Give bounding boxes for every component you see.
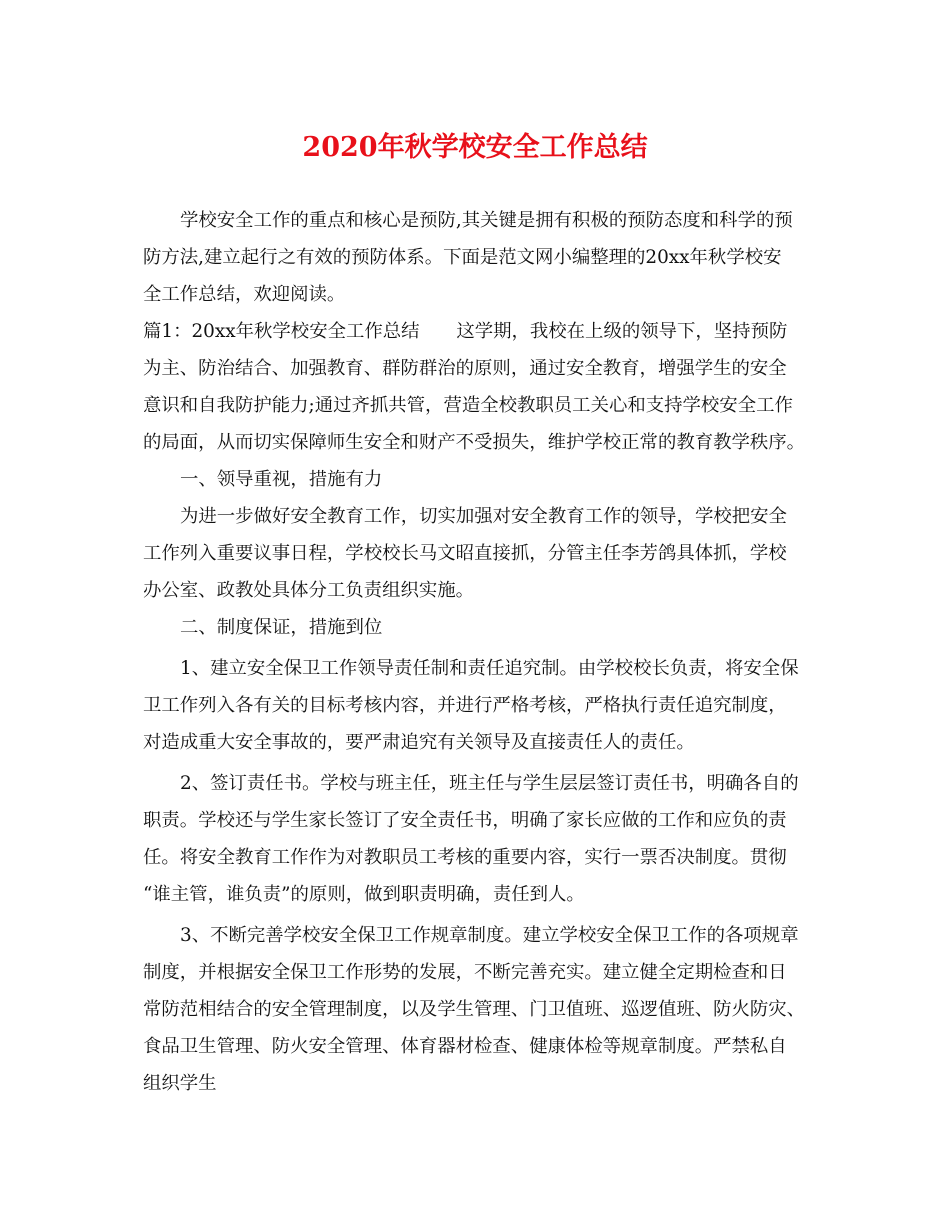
paragraph-line: 为主、防治结合、加强教育、群防群治的原则，通过安全教育，增强学生的安全 — [143, 358, 787, 379]
paragraph-line: 学校安全工作的重点和核心是预防,其关键是拥有积极的预防态度和科学的预 — [180, 210, 793, 231]
paragraph-line: 组织学生 — [143, 1073, 217, 1094]
paragraph-line: 食品卫生管理、防火安全管理、体育器材检查、健康体检等规章制度。严禁私自 — [143, 1036, 787, 1057]
paragraph-line: 办公室、政教处具体分工负责组织实施。 — [143, 580, 475, 601]
paragraph-line: 常防范相结合的安全管理制度，以及学生管理、门卫值班、巡逻值班、防火防灾、 — [143, 999, 806, 1020]
paragraph-line: 职责。学校还与学生家长签订了安全责任书，明确了家长应做的工作和应负的责 — [143, 810, 787, 831]
paragraph-line: 卫工作列入各有关的目标考核内容，并进行严格考核，严格执行责任追究制度， — [143, 695, 787, 716]
paragraph-line: 意识和自我防护能力;通过齐抓共管，营造全校教职员工关心和支持学校安全工作 — [143, 395, 793, 416]
paragraph-line: 3、不断完善学校安全保卫工作规章制度。建立学校安全保卫工作的各项规章 — [180, 925, 799, 946]
paragraph-line: 任。将安全教育工作作为对教职员工考核的重要内容，实行一票否决制度。贯彻 — [143, 847, 787, 868]
paragraph-line: 为进一步做好安全教育工作，切实加强对安全教育工作的领导，学校把安全 — [180, 506, 787, 527]
paragraph-line: 的局面，从而切实保障师生安全和财产不受损失，维护学校正常的教育教学秩序。 — [143, 432, 806, 453]
paragraph-line: “谁主管，谁负责”的原则，做到职责明确，责任到人。 — [143, 884, 585, 905]
paragraph-line: 防方法,建立起行之有效的预防体系。下面是范文网小编整理的20xx年秋学校安 — [143, 247, 782, 268]
paragraph-line: 篇1：20xx年秋学校安全工作总结 这学期，我校在上级的领导下，坚持预防 — [143, 321, 788, 342]
paragraph-line: 对造成重大安全事故的，要严肃追究有关领导及直接责任人的责任。 — [143, 732, 695, 753]
paragraph-line: 全工作总结，欢迎阅读。 — [143, 284, 346, 305]
paragraph-line: 工作列入重要议事日程，学校校长马文昭直接抓，分管主任李芳鸽具体抓，学校 — [143, 543, 787, 564]
paragraph-line: 1、建立安全保卫工作领导责任制和责任追究制。由学校校长负责，将安全保 — [180, 658, 799, 679]
document-title: 2020年秋学校安全工作总结 — [302, 132, 648, 163]
section-heading: 二、制度保证，措施到位 — [180, 617, 383, 638]
paragraph-line: 制度，并根据安全保卫工作形势的发展，不断完善充实。建立健全定期检查和日 — [143, 962, 787, 983]
document-body — [143, 202, 809, 1102]
section-heading: 一、领导重视，措施有力 — [180, 469, 383, 490]
paragraph-line: 2、签订责任书。学校与班主任，班主任与学生层层签订责任书，明确各自的 — [180, 773, 799, 794]
